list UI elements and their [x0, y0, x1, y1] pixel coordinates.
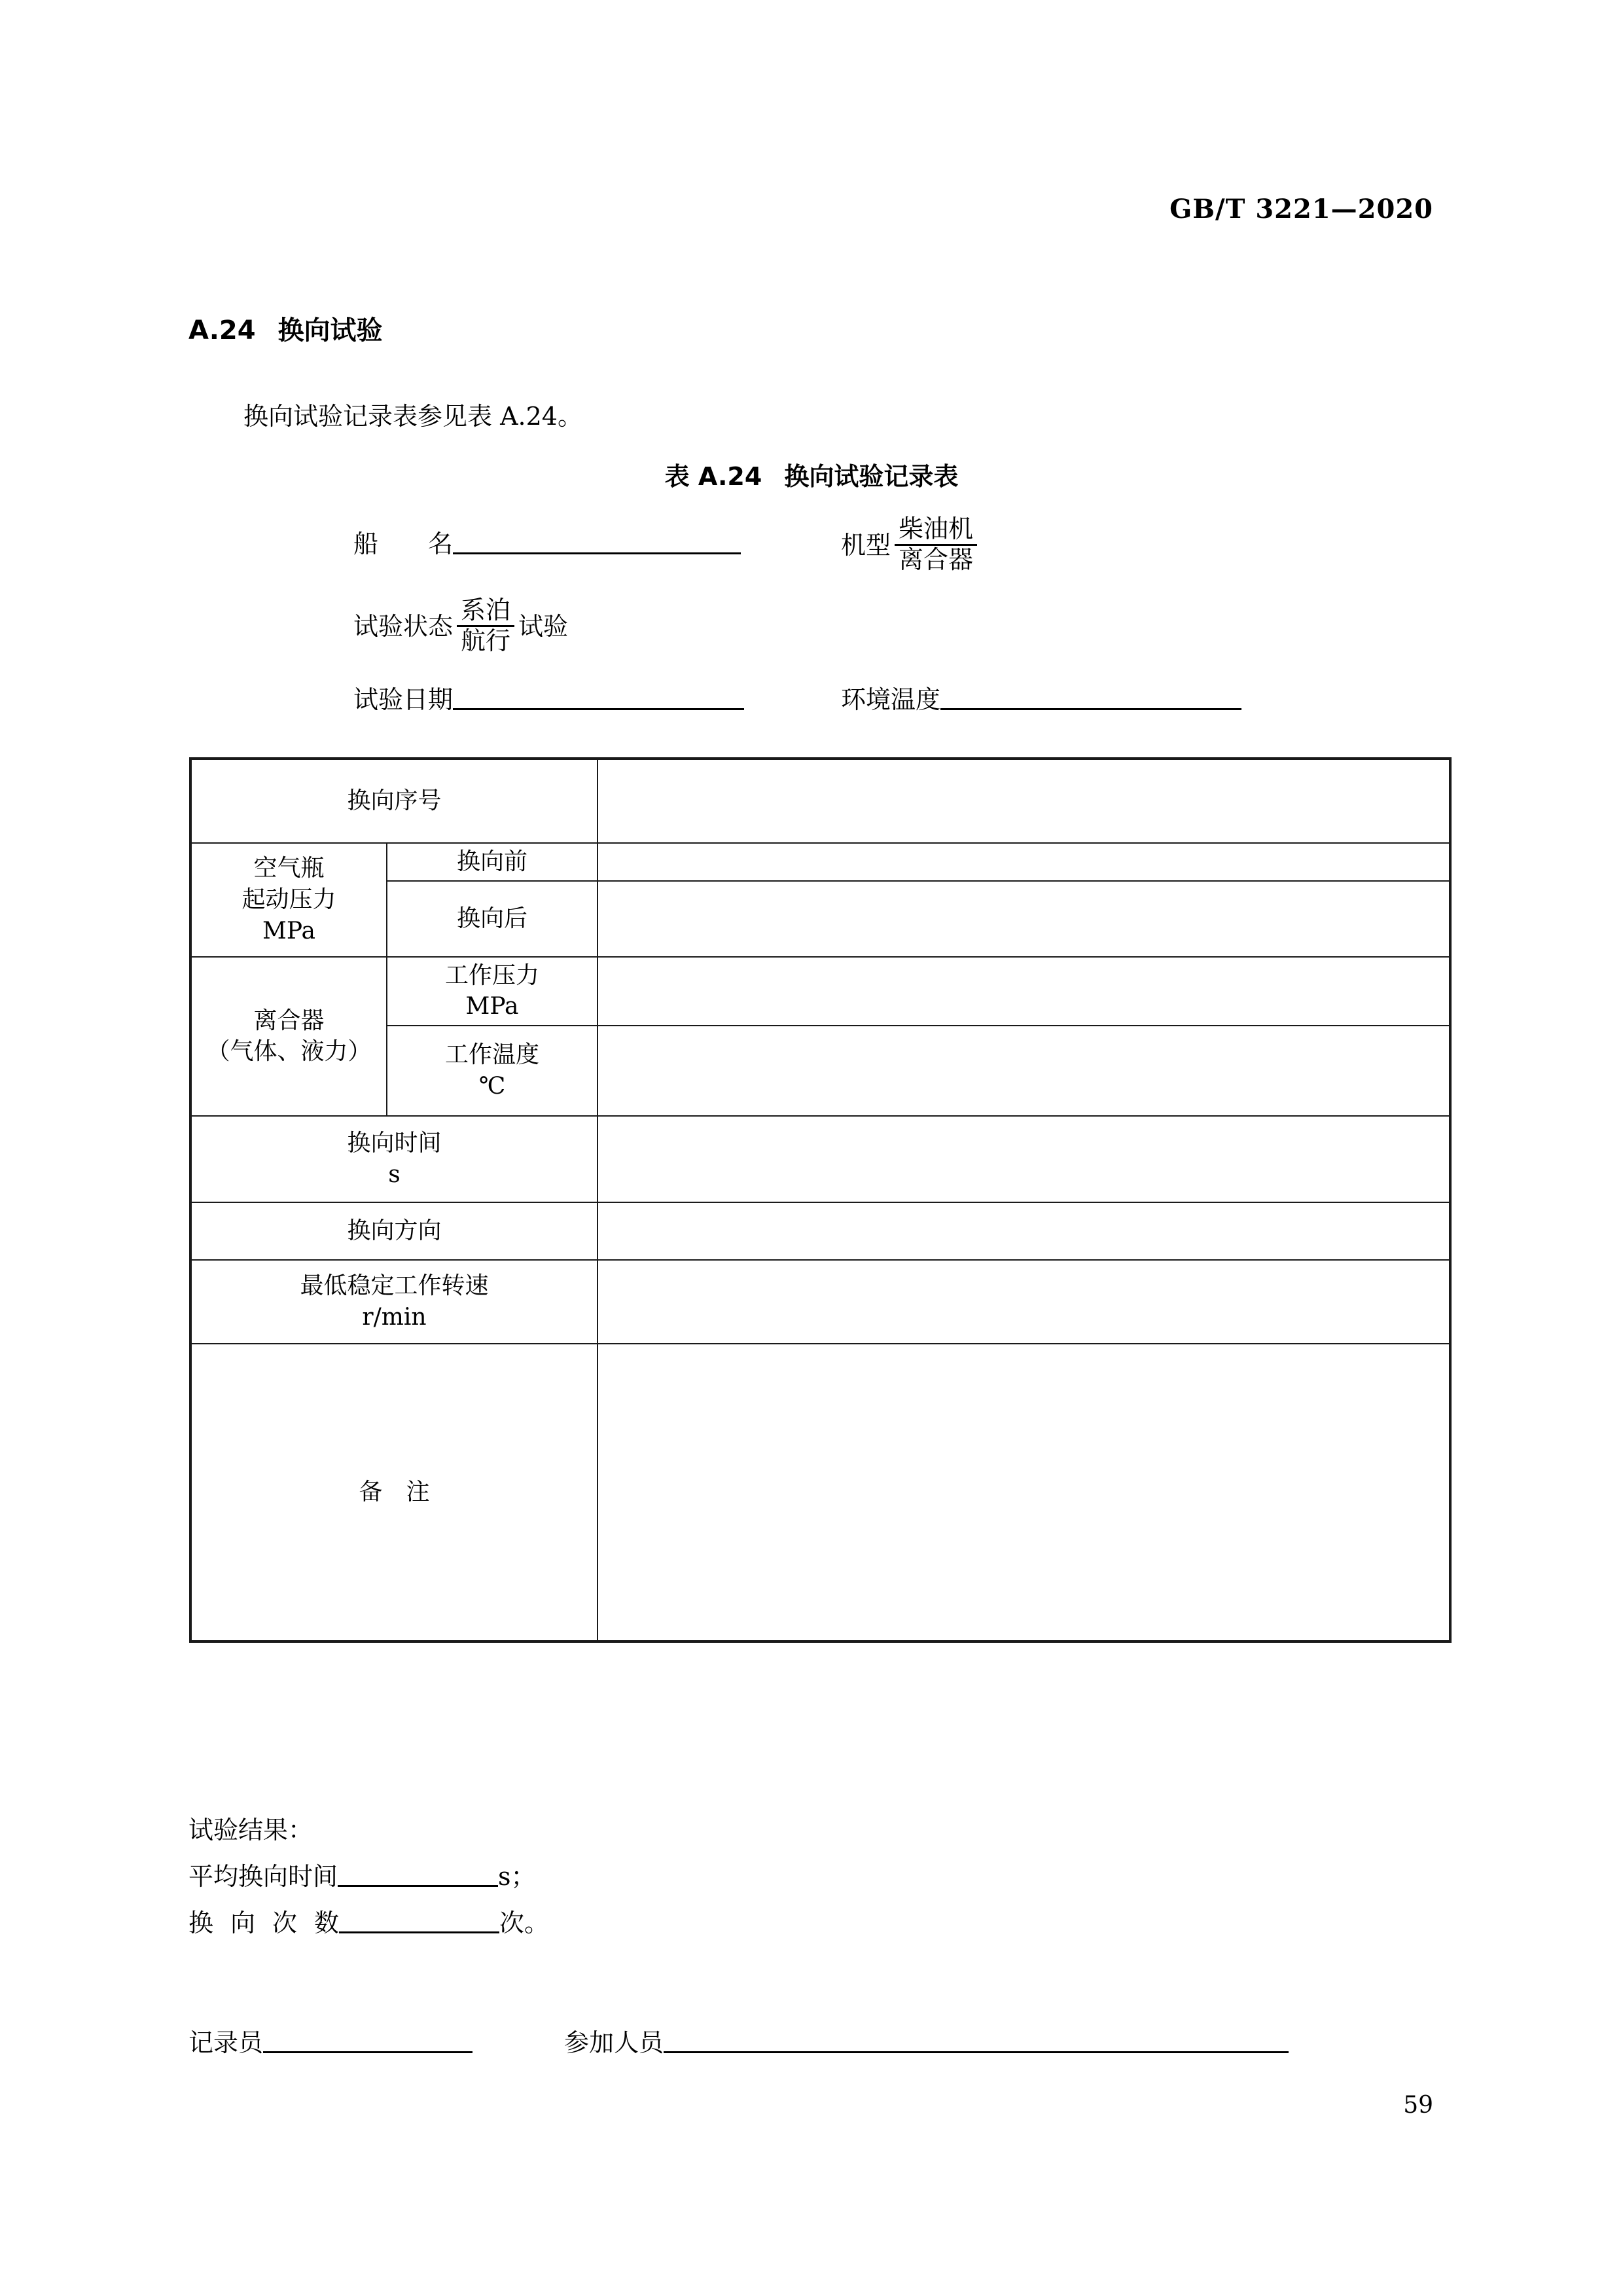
test-state-fraction[interactable] — [457, 598, 514, 654]
reversing-test-record-table — [189, 757, 1452, 1643]
table-row — [190, 1344, 1450, 1641]
results-heading-line — [188, 1810, 549, 1846]
cell-value-clutch-temperature[interactable] — [597, 1026, 1450, 1116]
field-test-state — [353, 596, 569, 655]
field-test-date — [353, 679, 744, 715]
signature-block — [188, 2022, 1452, 2058]
table-caption — [0, 456, 1623, 492]
clause-number: A.24 — [188, 315, 256, 346]
test-results-block — [188, 1810, 549, 1949]
min-stable-speed-line-1: 最低稳定工作转速 — [300, 1272, 489, 1300]
ambient-temp-input[interactable] — [940, 708, 1241, 710]
cell-label-clutch — [190, 957, 387, 1116]
engine-type-label: 机型 — [841, 530, 891, 560]
ship-name-label: 船 名 — [353, 529, 454, 558]
air-bottle-line-2: 起动压力 — [241, 886, 336, 913]
cell-label-before-reversal: 换向前 — [387, 843, 597, 881]
test-state-label: 试验状态 — [353, 611, 454, 641]
cell-label-remarks: 备 注 — [190, 1344, 597, 1641]
engine-type-numerator: 柴油机 — [899, 514, 974, 543]
table-row — [190, 1202, 1450, 1260]
air-bottle-line-1: 空气瓶 — [253, 855, 325, 882]
average-reversal-time-unit: s； — [498, 1862, 536, 1891]
page-number: 59 — [1403, 2092, 1433, 2119]
work-temp-line-2: ℃ — [478, 1072, 506, 1100]
cell-value-clutch-pressure[interactable] — [597, 957, 1450, 1026]
results-heading: 试验结果： — [188, 1816, 313, 1844]
cell-value-reversal-time[interactable] — [597, 1116, 1450, 1202]
participants-label: 参加人员 — [564, 2028, 664, 2057]
field-engine-type — [841, 514, 981, 574]
field-ship-name — [353, 524, 741, 560]
cell-value-min-stable-speed[interactable] — [597, 1260, 1450, 1344]
cell-label-work-pressure — [387, 957, 597, 1026]
cell-label-reversal-time — [190, 1116, 597, 1202]
reversal-count-input[interactable] — [339, 1931, 499, 1933]
running-header-standard-number: GB/T 3221—2020 — [1169, 194, 1433, 224]
cell-value-remarks[interactable] — [597, 1344, 1450, 1641]
clause-title: 换向试验 — [277, 315, 383, 346]
ambient-temp-label: 环境温度 — [841, 685, 941, 714]
work-temp-line-1: 工作温度 — [445, 1041, 540, 1069]
ship-name-input[interactable] — [453, 552, 741, 554]
cell-label-after-reversal: 换向后 — [387, 881, 597, 957]
work-pressure-line-1: 工作压力 — [445, 961, 540, 989]
table-row — [190, 759, 1450, 843]
cell-label-air-bottle-pressure — [190, 843, 387, 957]
table-caption-title: 换向试验记录表 — [784, 462, 959, 491]
cell-value-air-after[interactable] — [597, 881, 1450, 957]
test-state-denominator: 航行 — [457, 625, 514, 655]
engine-type-fraction[interactable] — [895, 516, 977, 573]
cell-label-work-temperature — [387, 1026, 597, 1116]
engine-type-denominator: 离合器 — [895, 544, 977, 573]
test-date-label: 试验日期 — [353, 685, 454, 714]
results-count-line — [188, 1903, 549, 1939]
table-row — [190, 1116, 1450, 1202]
form-header-block — [0, 514, 1623, 720]
field-ambient-temperature — [841, 679, 1241, 715]
table-caption-label: 表 A.24 — [664, 462, 762, 491]
clutch-line-1: 离合器 — [253, 1007, 325, 1034]
test-state-suffix: 试验 — [518, 611, 569, 641]
results-average-time-line — [188, 1856, 549, 1892]
participants-input[interactable] — [664, 2051, 1289, 2053]
air-bottle-line-3: MPa — [262, 917, 315, 944]
reversal-time-line-1: 换向时间 — [347, 1130, 442, 1157]
min-stable-speed-line-2: r/min — [362, 1303, 427, 1331]
reversal-count-unit: 次。 — [499, 1909, 550, 1937]
test-date-input[interactable] — [453, 708, 744, 710]
cell-label-reversal-direction: 换向方向 — [190, 1202, 597, 1260]
cell-value-reversal-direction[interactable] — [597, 1202, 1450, 1260]
recorder-input[interactable] — [263, 2051, 473, 2053]
table-row — [190, 957, 1450, 1026]
cell-value-reversal-index[interactable] — [597, 759, 1450, 843]
recorder-label: 记录员 — [188, 2028, 264, 2057]
reversal-count-label: 换向次数 — [188, 1909, 357, 1937]
average-reversal-time-input[interactable] — [338, 1884, 498, 1887]
cell-label-min-stable-speed — [190, 1260, 597, 1344]
average-reversal-time-label: 平均换向时间 — [188, 1862, 338, 1891]
clause-heading — [188, 310, 383, 347]
test-state-numerator: 系泊 — [461, 596, 511, 624]
reversal-time-line-2: s — [388, 1160, 401, 1188]
table-row — [190, 1260, 1450, 1344]
work-pressure-line-2: MPa — [465, 993, 519, 1020]
clutch-line-2: （气体、液力） — [206, 1038, 372, 1066]
cell-value-air-before[interactable] — [597, 843, 1450, 881]
table-row — [190, 843, 1450, 881]
cell-label-reversal-index: 换向序号 — [190, 759, 597, 843]
body-paragraph: 换向试验记录表参见表 A.24。 — [243, 402, 582, 431]
